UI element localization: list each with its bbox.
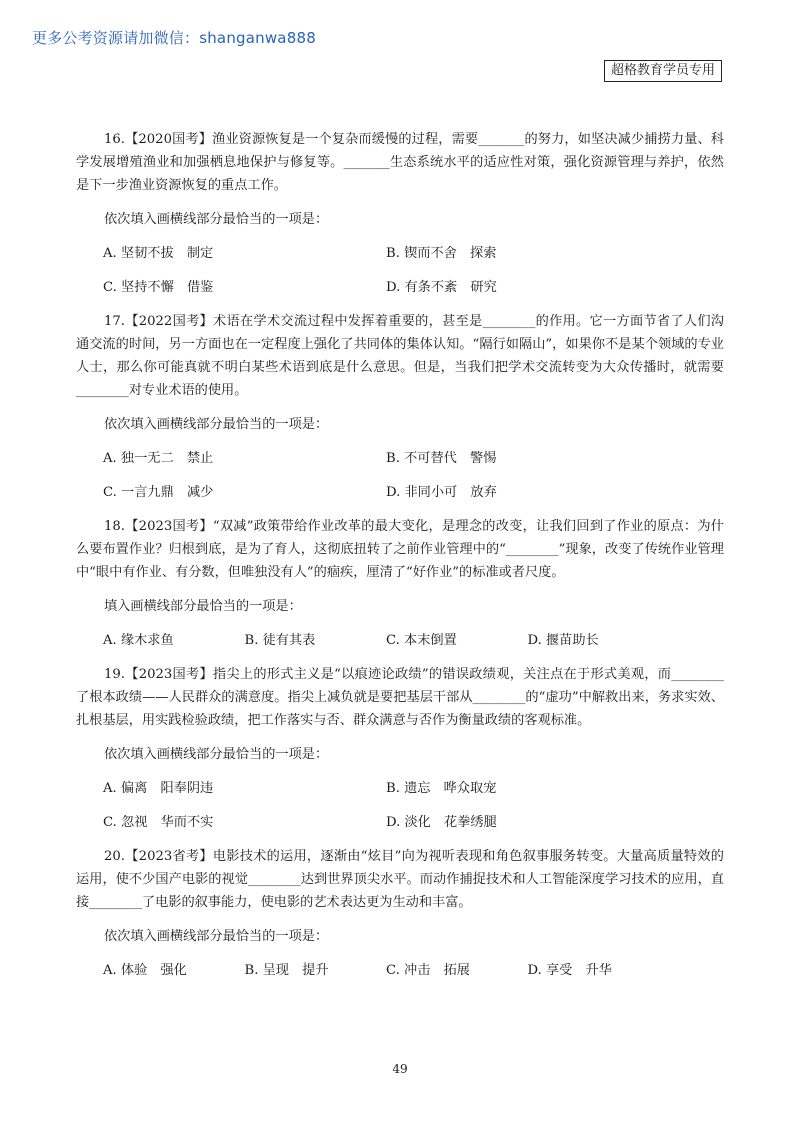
question-prompt: 依次填入画横线部分最恰当的一项是： (104, 417, 329, 432)
option-b: B. 呈现 提升 (244, 963, 329, 978)
question-stem: 18.【2023国考】“双减”政策带给作业改革的最大变化，是理念的改变，让我们回到了作业的原点：为什么要布置作业？归根到底，是为了育人，这彻底扭转了之前作业管理中的“________”现象，改变了传统作业管理中“眼中有作业、有分数，但唯独没有人”的痼疾，厘清了“好作业”的标准或者尺度。 (76, 519, 724, 580)
option-c: C. 本末倒置 (386, 633, 457, 648)
option-b: B. 遗忘 哗众取宠 (386, 781, 497, 796)
question-stem: 17.【2022国考】术语在学术交流过程中发挥着重要的，甚至是________的作用。它一方面节省了人们沟通交流的时间，另一方面也在一定程度上强化了共同体的集体认知。“隔行如隔山”，如果你不是某个领域的专业人士，那么你可能真就不明白某些术语到底是什么意思。但是，当我们把学术交流转变为大众传播时，就需要________对专业术语的使用。 (76, 314, 724, 398)
option-a: A. 偏离 阳奉阴违 (103, 781, 214, 796)
option-d: D. 有条不紊 研究 (386, 280, 497, 295)
option-a: A. 独一无二 禁止 (103, 451, 214, 466)
option-d: D. 享受 升华 (527, 963, 612, 978)
question-prompt: 填入画横线部分最恰当的一项是： (104, 599, 302, 614)
option-d: D. 揠苗助长 (527, 633, 599, 648)
question-stem: 19.【2023国考】指尖上的形式主义是“以痕迹论政绩”的错误政绩观，关注点在于形式美观，而________了根本政绩——人民群众的满意度。指尖上减负就是要把基层干部从________的“虚功”中解救出来，务求实效、扎根基层，用实践检验政绩，把工作落实与否、群众满意与否作为衡量政绩的客观标准。 (76, 667, 724, 728)
option-a: A. 体验 强化 (103, 963, 187, 978)
option-b: B. 徒有其表 (244, 633, 316, 648)
watermark-text: 更多公考资源请加微信：shanganwa888 (32, 29, 316, 47)
option-c: C. 一言九鼎 减少 (103, 485, 214, 500)
question-17 (76, 310, 724, 504)
option-b: B. 锲而不舍 探索 (386, 246, 497, 261)
question-list (76, 128, 724, 993)
member-only-badge: 超格教育学员专用 (604, 60, 722, 82)
question-prompt: 依次填入画横线部分最恰当的一项是： (104, 212, 329, 227)
option-a: A. 缘木求鱼 (103, 633, 174, 648)
option-c: C. 忽视 华而不实 (103, 815, 214, 830)
option-b: B. 不可替代 警惕 (386, 451, 497, 466)
question-stem: 16.【2020国考】渔业资源恢复是一个复杂而缓慢的过程，需要_______的努力，如坚决减少捕捞力量、科学发展增殖渔业和加强栖息地保护与修复等。_______生态系统水平的适应性对策，强化资源管理与养护，依然是下一步渔业资源恢复的重点工作。 (76, 132, 724, 193)
question-19 (76, 663, 724, 834)
option-a: A. 坚韧不拔 制定 (103, 246, 214, 261)
question-prompt: 依次填入画横线部分最恰当的一项是： (104, 929, 329, 944)
option-d: D. 淡化 花拳绣腿 (386, 815, 497, 830)
option-list (103, 959, 724, 982)
option-d: D. 非同小可 放弃 (386, 485, 497, 500)
question-16 (76, 128, 724, 299)
option-list (103, 777, 724, 834)
question-18 (76, 515, 724, 652)
option-c: C. 冲击 拓展 (386, 963, 470, 978)
question-20 (76, 845, 724, 982)
question-prompt: 依次填入画横线部分最恰当的一项是： (104, 747, 329, 762)
question-stem: 20.【2023省考】电影技术的运用，逐渐由“炫目”向为视听表现和角色叙事服务转变。大量高质量特效的运用，使不少国产电影的视觉________达到世界顶尖水平。而动作捕捉技术和人工智能深度学习技术的应用，直接________了电影的叙事能力，使电影的艺术表达更为生动和丰富。 (76, 849, 724, 910)
page-number: 49 (392, 1062, 408, 1076)
option-c: C. 坚持不懈 借鉴 (103, 280, 214, 295)
option-list (103, 629, 724, 652)
option-list (103, 242, 724, 299)
option-list (103, 447, 724, 504)
